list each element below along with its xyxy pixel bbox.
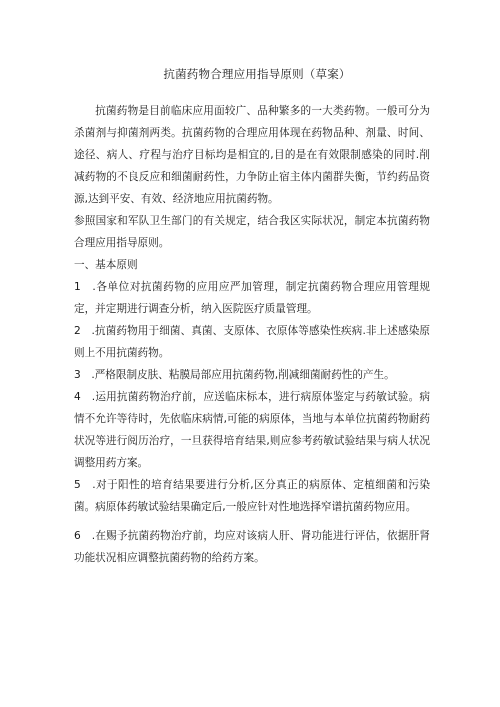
document-title: 抗菌药物合理应用指导原则（草案） [163,67,351,81]
principle-item-6: 6 .在赐予抗菌药物治疗前，均应对该病人肝、肾功能进行评估，依据肝肾功能状况相应调整抗菌药物的给药方案。 [74,530,430,564]
paragraph-reference: 参照国家和军队卫生部门的有关规定，结合我区实际状况，制定本抗菌药物合理应用指导原则。 [74,215,430,249]
principle-item-3: 3 .严格限制皮肤、粘膜局部应用抗菌药物,削减细菌耐药性的产生。 [74,369,395,381]
principle-item-2: 2 .抗菌药物用于细菌、真菌、支原体、衣原体等感染性疾病.非上述感染原则上不用抗菌药物。 [74,325,430,359]
principle-item-4: 4 .运用抗菌药物治疗前，应送临床标本，进行病原体鉴定与药敏试验。病情不允许等待时，先依临床病情,可能的病原体，当地与本单位抗菌药物耐药状况等进行阅历治疗，一旦获得培育结果,则应参考药敏试验结果与病人状况调整用药方案。 [74,391,430,469]
section-heading-basic-principles: 一、基本原则 [74,259,138,271]
paragraph-spacer [74,518,430,525]
paragraph-intro: 抗菌药物是目前临床应用面较广、品种繁多的一大类药物。一般可分为杀菌剂与抑菌剂两类。抗菌药物的合理应用体现在药物品种、剂量、时间、途径、病人、疗程与治疗目标均是相宜的,目的是在有效限制感染的同时.削减药物的不良反应和细菌耐药性，力争防止宿主体内菌群失衡，节约药品资源,达到平安、有效、经济地应用抗菌药物。 [74,105,430,205]
principle-item-1: 1 .各单位对抗菌药物的应用应严加管理，制定抗菌药物合理应用管理规定，并定期进行调查分析，纳入医院医疗质量管理。 [74,281,430,315]
principle-item-5: 5 .对于阳性的培育结果要进行分析,区分真正的病原体、定植细菌和污染菌。病原体药敏试验结果确定后,一般应针对性地选择窄谱抗菌药物应用。 [74,479,430,513]
